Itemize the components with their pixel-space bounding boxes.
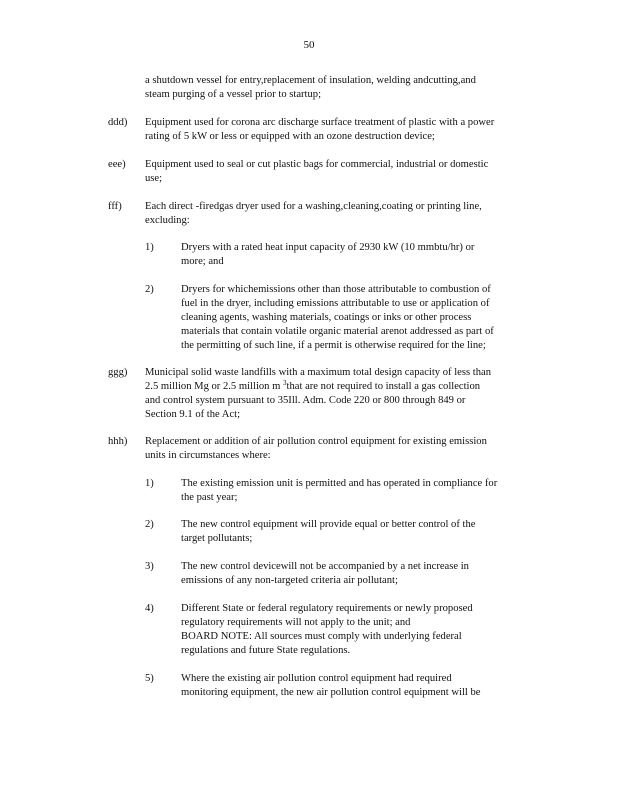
text-line: use; xyxy=(145,173,163,184)
item-text-fff xyxy=(145,200,540,228)
text-line: and control system pursuant to 35Ill. Adm. Code 220 or 800 through 849 or xyxy=(145,395,466,406)
item-label-fff: fff) xyxy=(108,201,122,212)
subitem-label-hhh-1: 1) xyxy=(145,478,154,489)
text-line: Dryers with a rated heat input capacity of 2930 kW (10 mmbtu/hr) or xyxy=(181,242,475,253)
text-line: regulations and future State regulations. xyxy=(181,645,351,656)
text-line: Equipment used to seal or cut plastic bags for commercial, industrial or domestic xyxy=(145,159,489,170)
subitem-label-hhh-3: 3) xyxy=(145,561,154,572)
text-line: Dryers for whichemissions other than those attributable to combustion of xyxy=(181,284,491,295)
text-line: The new control equipment will provide equal or better control of the xyxy=(181,519,476,530)
item-label-eee: eee) xyxy=(108,159,126,170)
subitem-text-hhh-2 xyxy=(181,518,539,546)
item-text-ddd xyxy=(145,116,540,144)
subitem-label-hhh-2: 2) xyxy=(145,519,154,530)
subitem-text-hhh-4 xyxy=(181,602,539,658)
item-label-hhh: hhh) xyxy=(108,436,128,447)
text-line: a shutdown vessel for entry,replacement of insulation, welding andcutting,and xyxy=(145,75,476,86)
text-line: units in circumstances where: xyxy=(145,450,271,461)
text-line: Where the existing air pollution control equipment had required xyxy=(181,673,452,684)
text-line: more; and xyxy=(181,256,224,267)
text-line: rating of 5 kW or less or equipped with an ozone destruction device; xyxy=(145,131,435,142)
text-line: emissions of any non-targeted criteria air pollutant; xyxy=(181,575,398,586)
text-line: Section 9.1 of the Act; xyxy=(145,409,241,420)
subitem-text-fff-1 xyxy=(181,241,539,269)
text-line: Different State or federal regulatory requirements or newly proposed xyxy=(181,603,473,614)
subitem-text-hhh-5 xyxy=(181,672,539,700)
text-line: monitoring equipment, the new air pollution control equipment will be xyxy=(181,687,481,698)
text-line: the past year; xyxy=(181,492,238,503)
text-line: the permitting of such line, if a permit is otherwise required for the line; xyxy=(181,340,486,351)
text-line: fuel in the dryer, including emissions attributable to use or application of xyxy=(181,298,490,309)
subitem-text-fff-2 xyxy=(181,283,539,353)
subitem-label-hhh-4: 4) xyxy=(145,603,154,614)
text-line: regulatory requirements will not apply to the unit; and xyxy=(181,617,411,628)
subitem-label-hhh-5: 5) xyxy=(145,673,154,684)
page-number: 50 xyxy=(303,39,315,51)
text-line: The new control devicewill not be accompanied by a net increase in xyxy=(181,561,469,572)
superscript: 3 xyxy=(283,379,287,387)
item-text-eee xyxy=(145,158,540,186)
text-fragment: that are not required to install a gas collection xyxy=(286,381,481,392)
subitem-text-hhh-1 xyxy=(181,477,539,505)
board-note: BOARD NOTE: All sources must comply with underlying federal xyxy=(181,631,462,642)
text-line xyxy=(145,380,540,394)
item-text-ggg xyxy=(145,366,540,422)
text-fragment: 2.5 million Mg or 2.5 million m xyxy=(145,381,281,392)
text-line: The existing emission unit is permitted and has operated in compliance for xyxy=(181,478,498,489)
text-line: Equipment used for corona arc discharge surface treatment of plastic with a power xyxy=(145,117,495,128)
continuation-paragraph xyxy=(145,74,540,102)
item-text-hhh xyxy=(145,435,540,463)
text-line: Replacement or addition of air pollution control equipment for existing emission xyxy=(145,436,487,447)
text-line: target pollutants; xyxy=(181,533,253,544)
text-line: steam purging of a vessel prior to startup; xyxy=(145,89,322,100)
subitem-text-hhh-3 xyxy=(181,560,539,588)
subitem-label-fff-2: 2) xyxy=(145,284,154,295)
text-line: excluding: xyxy=(145,215,190,226)
text-line: cleaning agents, washing materials, coatings or inks or other process xyxy=(181,312,472,323)
text-line: materials that contain volatile organic material arenot addressed as part of xyxy=(181,326,494,337)
text-line: Each direct -firedgas dryer used for a washing,cleaning,coating or printing line, xyxy=(145,201,482,212)
item-label-ggg: ggg) xyxy=(108,367,128,378)
item-label-ddd: ddd) xyxy=(108,117,128,128)
text-line: Municipal solid waste landfills with a maximum total design capacity of less than xyxy=(145,367,491,378)
subitem-label-fff-1: 1) xyxy=(145,242,154,253)
